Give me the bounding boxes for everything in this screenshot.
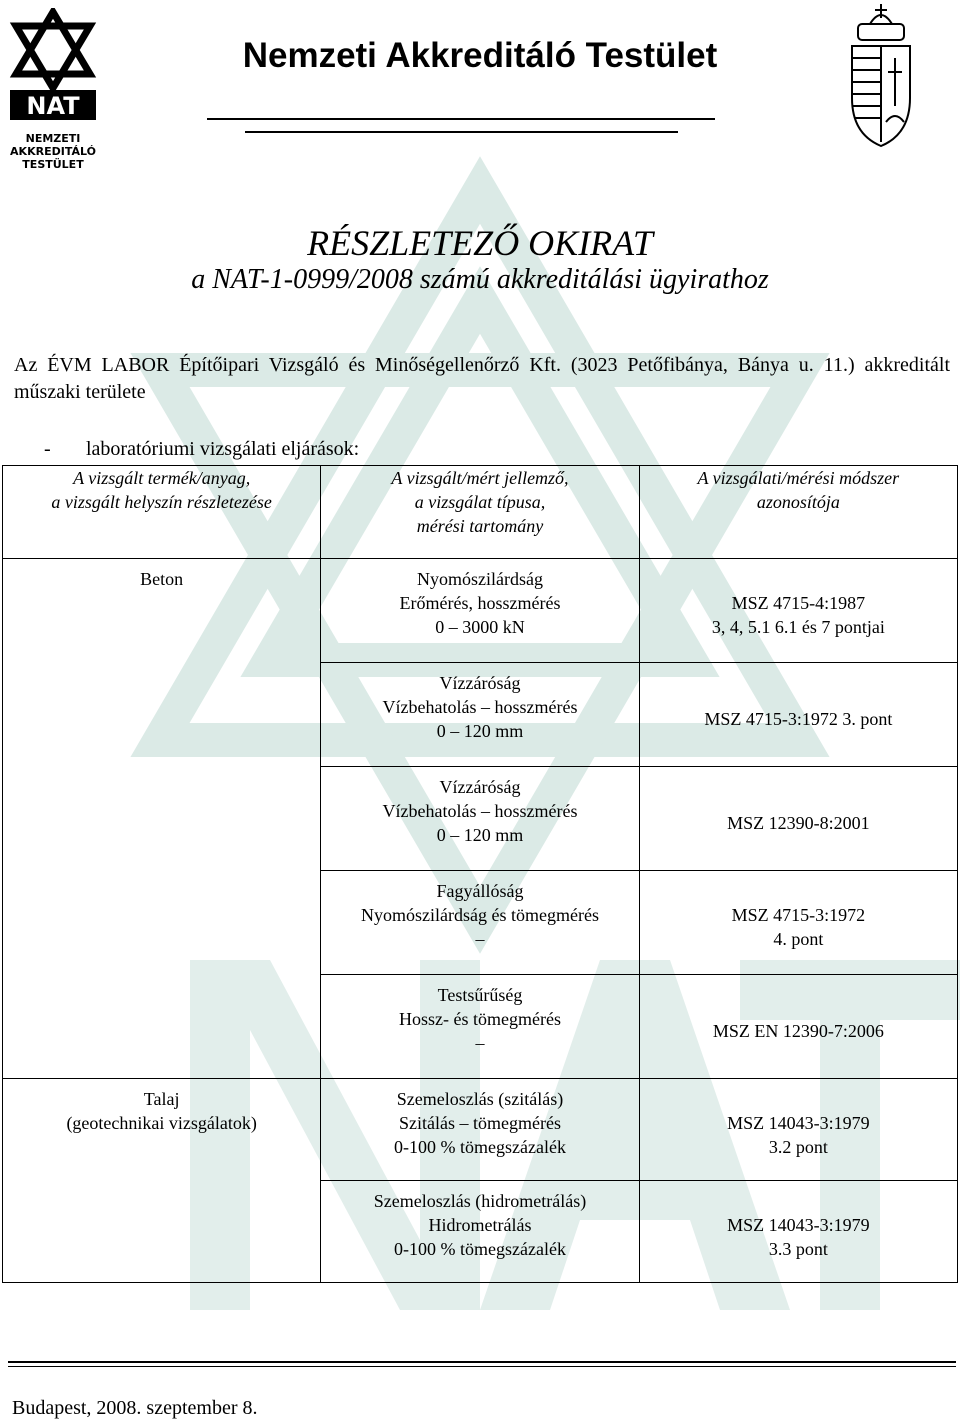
product-cell: Talaj (geotechnikai vizsgálatok) <box>3 1079 321 1181</box>
accreditation-intro: Az ÉVM LABOR Építőipari Vizsgáló és Minőségellenőrző Kft. (3023 Petőfibánya, Bánya u. 11.) akkreditált műszaki területe <box>14 354 950 403</box>
place-and-date: Budapest, 2008. szeptember 8. <box>12 1397 258 1419</box>
header-method: A vizsgálati/mérési módszer azonosítója <box>639 466 957 559</box>
product-cell <box>3 663 321 767</box>
table-row <box>3 1079 958 1181</box>
document-title: RÉSZLETEZŐ OKIRAT <box>307 223 653 263</box>
nat-logo-mark-icon <box>8 8 98 120</box>
document-subtitle: a NAT-1-0999/2008 számú akkreditálási ügyirathoz <box>191 264 769 295</box>
product-cell <box>3 975 321 1079</box>
product-cell <box>3 1181 321 1283</box>
product-cell <box>3 871 321 975</box>
feature-cell: Vízzáróság Vízbehatolás – hosszmérés 0 – 120 mm <box>321 767 639 871</box>
method-cell: MSZ 14043-3:1979 3.2 pont <box>639 1079 957 1181</box>
hungarian-coat-of-arms-icon <box>842 2 920 148</box>
table-row <box>3 559 958 663</box>
feature-cell: Fagyállóság Nyomószilárdság és tömegmérés – <box>321 871 639 975</box>
table-row <box>3 975 958 1079</box>
method-cell: MSZ 14043-3:1979 3.3 pont <box>639 1181 957 1283</box>
table-row <box>3 663 958 767</box>
feature-cell: Nyomószilárdság Erőmérés, hosszmérés 0 – 3000 kN <box>321 559 639 663</box>
feature-cell: Testsűrűség Hossz- és tömegmérés – <box>321 975 639 1079</box>
accreditation-table <box>2 465 958 1283</box>
product-cell <box>3 767 321 871</box>
feature-cell: Szemeloszlás (hidrometrálás) Hidrometrálás 0-100 % tömegszázalék <box>321 1181 639 1283</box>
organization-title: Nemzeti Akkreditáló Testület <box>242 36 718 75</box>
title-underline <box>207 118 715 120</box>
nat-logo <box>8 8 98 178</box>
table-header-row <box>3 466 958 559</box>
table-row <box>3 871 958 975</box>
table-row <box>3 767 958 871</box>
logo-text-line-3: TESTÜLET <box>22 158 84 171</box>
method-cell: MSZ 4715-3:1972 3. pont <box>639 663 957 767</box>
svg-text:NAT: NAT <box>26 92 80 120</box>
header-feature: A vizsgált/mért jellemző, a vizsgálat típusa, mérési tartomány <box>321 466 639 559</box>
header-product: A vizsgált termék/anyag, a vizsgált helyszín részletezése <box>3 466 321 559</box>
feature-cell: Vízzáróság Vízbehatolás – hosszmérés 0 – 120 mm <box>321 663 639 767</box>
method-cell: MSZ 12390-8:2001 <box>639 767 957 871</box>
method-cell: MSZ 4715-3:1972 4. pont <box>639 871 957 975</box>
footer-rule <box>8 1361 956 1363</box>
feature-cell: Szemeloszlás (szitálás) Szitálás – tömegmérés 0-100 % tömegszázalék <box>321 1079 639 1181</box>
list-dash: - <box>44 438 51 460</box>
footer-rule-thin <box>8 1366 956 1367</box>
method-cell: MSZ EN 12390-7:2006 <box>639 975 957 1079</box>
logo-text-line-1: NEMZETI <box>25 132 81 145</box>
method-cell: MSZ 4715-4:1987 3, 4, 5.1 6.1 és 7 pontjai <box>639 559 957 663</box>
product-cell: Beton <box>3 559 321 663</box>
list-label: laboratóriumi vizsgálati eljárások: <box>86 438 360 460</box>
table-row <box>3 1181 958 1283</box>
title-underline-short <box>245 131 678 133</box>
logo-text-line-2: AKKREDITÁLÓ <box>10 145 96 158</box>
